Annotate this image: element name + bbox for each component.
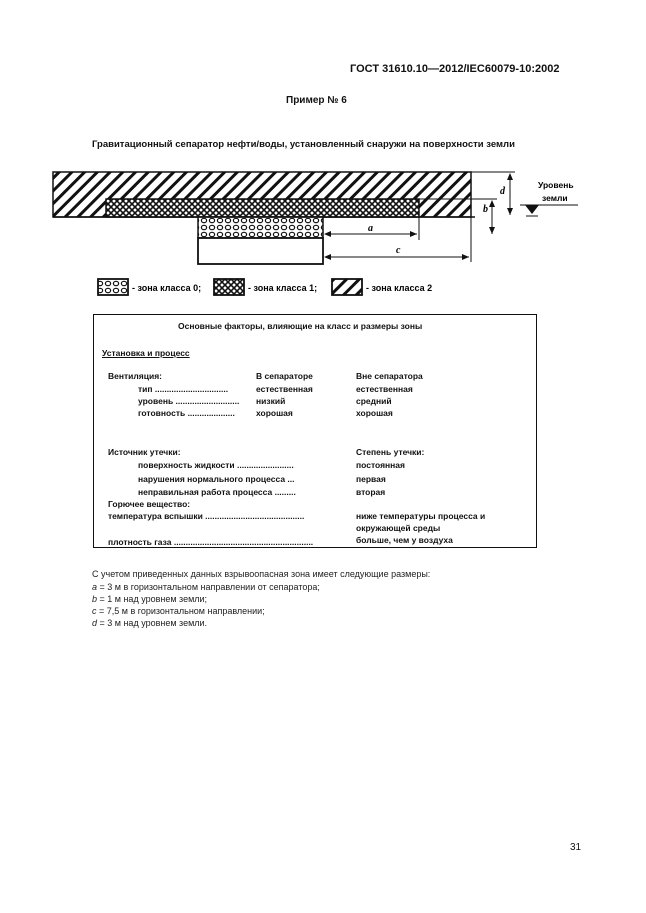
vent-avail-label: готовность .................... xyxy=(138,408,235,418)
vent-level-outside: средний xyxy=(356,396,392,406)
source-row-2-value: первая xyxy=(356,474,386,484)
factors-section: Установка и процесс xyxy=(102,348,190,358)
legend-zone0-label: - зона класса 0; xyxy=(132,283,202,293)
dim-a-label: a xyxy=(368,223,373,234)
standard-header: ГОСТ 31610.10—2012/IEC60079-10:2002 xyxy=(350,63,560,75)
legend-zone1-swatch xyxy=(214,279,244,295)
degree-label: Степень утечки: xyxy=(356,447,425,457)
ground-label-1: Уровень xyxy=(538,180,574,190)
dim-d-label: d xyxy=(500,186,505,197)
legend-zone2-label: - зона класса 2 xyxy=(366,283,433,293)
combustible-label: Горючее вещество: xyxy=(108,499,191,509)
source-row-3-label: неправильная работа процесса ......... xyxy=(138,487,296,497)
page-number: 31 xyxy=(570,842,582,853)
vent-type-label: тип ............................... xyxy=(138,384,229,394)
description-item-d: d = 3 м над уровнем земли. xyxy=(92,618,208,628)
source-row-1-value: постоянная xyxy=(356,460,405,470)
separator-diagram xyxy=(0,0,646,310)
source-row-2-label: нарушения нормального процесса ... xyxy=(138,474,295,484)
example-title: Пример № 6 xyxy=(286,95,347,106)
factors-title: Основные факторы, влияющие на класс и размеры зоны xyxy=(178,321,423,331)
factors-box xyxy=(93,314,537,548)
zone0-region xyxy=(198,217,323,238)
vent-level-inside: низкий xyxy=(256,396,286,406)
zone1-region xyxy=(106,199,419,217)
legend-zone2-swatch xyxy=(332,279,362,295)
vent-type-outside: естественная xyxy=(356,384,413,394)
flash-label: температура вспышки .......................................... xyxy=(108,511,305,521)
inside-header: В сепараторе xyxy=(256,371,313,381)
flash-value-2: окружающей среды xyxy=(356,523,441,533)
vent-avail-inside: хорошая xyxy=(256,408,293,418)
legend-zone1-label: - зона класса 1; xyxy=(248,283,318,293)
vent-avail-outside: хорошая xyxy=(356,408,393,418)
density-value: больше, чем у воздуха xyxy=(356,535,453,545)
description-intro: С учетом приведенных данных взрывоопасная зона имеет следующие размеры: xyxy=(92,569,431,579)
dim-b-label: b xyxy=(483,204,488,215)
legend-zone0-swatch xyxy=(98,279,128,295)
ground-level-icon xyxy=(525,205,539,214)
vent-level-label: уровень ........................... xyxy=(138,396,240,406)
vent-type-inside: естественная xyxy=(256,384,313,394)
ventilation-label: Вентиляция: xyxy=(108,371,162,381)
source-row-1-label: поверхность жидкости ........................ xyxy=(138,460,294,470)
figure-caption: Гравитационный сепаратор нефти/воды, установленный снаружи на поверхности земли xyxy=(92,139,515,150)
outside-header: Вне сепаратора xyxy=(356,371,423,381)
description-item-c: c = 7,5 м в горизонтальном направлении; xyxy=(92,606,265,616)
source-label: Источник утечки: xyxy=(108,447,181,457)
flash-value-1: ниже температуры процесса и xyxy=(356,511,486,521)
ground-label-2: земли xyxy=(542,193,568,203)
description-item-a: a = 3 м в горизонтальном направлении от сепаратора; xyxy=(92,582,320,592)
separator-tank xyxy=(198,238,323,264)
description-item-b: b = 1 м над уровнем земли; xyxy=(92,594,208,604)
density-label: плотность газа ........................................................... xyxy=(108,537,314,547)
source-row-3-value: вторая xyxy=(356,487,386,497)
dim-c-label: c xyxy=(396,245,401,256)
